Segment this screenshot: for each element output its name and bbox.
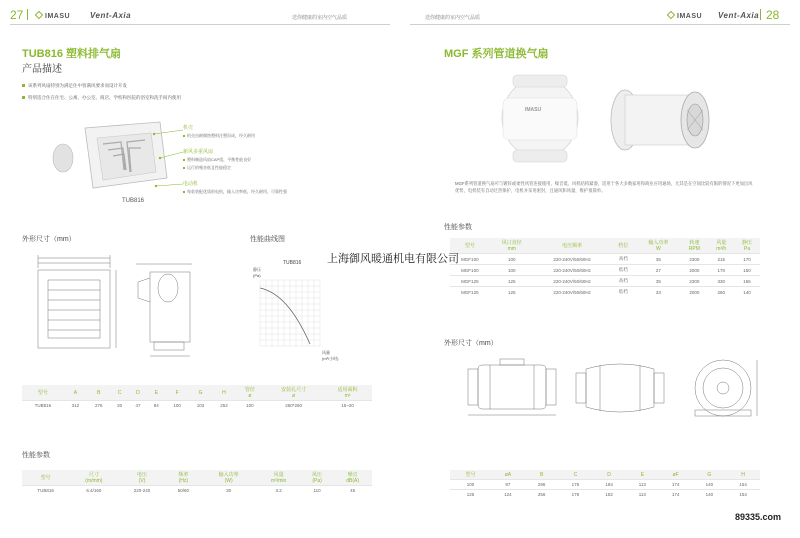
table-cell: 124 <box>491 490 525 500</box>
table-cell: 45 <box>333 486 372 496</box>
table-header-cell: 噪音 dB(A) <box>333 470 372 486</box>
table-cell: 47 <box>129 401 147 411</box>
table-cell: MGF100 <box>450 254 490 265</box>
annotation-heading: 电动机 <box>183 181 199 187</box>
table-header-cell: 型号 <box>450 470 491 480</box>
table-cell: 220-240 <box>118 486 165 496</box>
performance-table <box>22 470 372 495</box>
annotation-list <box>183 124 393 195</box>
table-header-cell: H <box>726 470 760 480</box>
table-header-cell: B <box>525 470 559 480</box>
divider <box>27 9 28 20</box>
slogan: 送你健康的室内空气品质 <box>292 15 348 21</box>
table-header-cell: B <box>87 385 110 401</box>
curve-x-label: 风量 (m³/小时) <box>322 350 339 361</box>
table-cell: 256 <box>525 490 559 500</box>
table-cell: 110 <box>301 486 333 496</box>
imasu-logo: IMASU <box>668 12 702 20</box>
curve-y-label: 静压 (Pa) <box>253 267 261 278</box>
annotation-text: 机壳由耐腐蚀塑料注塑而成，经久耐用 <box>183 133 393 139</box>
table-header-cell: D <box>592 470 626 480</box>
header-rule <box>410 24 790 25</box>
curve-heading: 性能曲线图 <box>250 236 285 243</box>
table-cell: 35 <box>636 276 680 287</box>
table-header-cell: A <box>64 385 87 401</box>
table-cell: 6.4/160 <box>69 486 118 496</box>
table-cell: 179 <box>559 480 593 490</box>
performance-heading: 性能参数 <box>22 452 50 459</box>
table-cell: 2000 <box>680 287 708 298</box>
table-cell: 20 <box>111 401 129 411</box>
table-header-cell: C <box>111 385 129 401</box>
table-header-cell: 适用面积 m² <box>323 385 372 401</box>
mgf-fan-open-image <box>605 75 715 160</box>
table-cell: 140 <box>734 287 760 298</box>
table-header-cell: H <box>212 385 235 401</box>
product-label: TUB816 <box>122 198 145 204</box>
page-title: TUB816 塑料排气扇 <box>22 48 122 60</box>
table-cell: 100 <box>490 254 534 265</box>
dimension-table <box>22 385 372 410</box>
site-watermark: 89335.com <box>735 512 782 522</box>
annotation-text: 每款装配优质的电机，输入功率低，经久耐用，可靠性强 <box>183 189 393 195</box>
table-header-cell: 静压 Pa <box>734 238 760 254</box>
table-cell: 2300 <box>680 254 708 265</box>
table-cell: 220-240V/50/60Hz <box>534 287 611 298</box>
table-cell: 179 <box>559 490 593 500</box>
bullet-item: 该系列风扇特别为满足住中客满风要求而设计开发 <box>22 83 127 89</box>
table-cell: 30 <box>201 486 256 496</box>
table-cell: 296 <box>525 480 559 490</box>
table-header-cell: 频率 (Hz) <box>166 470 201 486</box>
table-row <box>450 265 760 276</box>
table-cell: TUB816 <box>22 401 64 411</box>
table-cell: 174 <box>659 480 693 490</box>
table-header-cell: G <box>189 385 212 401</box>
table-cell: 97 <box>491 480 525 490</box>
dimension-table <box>450 470 760 499</box>
slogan: 送你健康的室内空气品质 <box>425 15 481 21</box>
side-view-drawing <box>130 258 200 368</box>
table-cell: 100 <box>236 401 264 411</box>
table-cell: 100 <box>490 265 534 276</box>
table-header-cell: øA <box>491 470 525 480</box>
table-cell: 低档 <box>610 265 636 276</box>
table-header-cell: 电压 (V) <box>118 470 165 486</box>
table-cell: 252 <box>212 401 235 411</box>
table-cell: 174 <box>659 490 693 500</box>
table-cell: 150 <box>734 265 760 276</box>
table-cell: 高档 <box>610 254 636 265</box>
table-cell: 140 <box>692 480 726 490</box>
table-cell: 182 <box>592 490 626 500</box>
table-cell: 312 <box>64 401 87 411</box>
right-page <box>400 0 800 538</box>
table-header-cell: 尺寸 (m/mm) <box>69 470 118 486</box>
mgf-fan-image <box>495 70 585 165</box>
table-cell: 84 <box>147 401 165 411</box>
table-header-cell: G <box>692 470 726 480</box>
divider <box>760 9 761 20</box>
table-header-cell: E <box>626 470 659 480</box>
fan-brand-label: IMASU <box>525 107 542 113</box>
annotation-heading: 机壳 <box>183 125 194 131</box>
table-cell: 50/60 <box>166 486 201 496</box>
table-cell: 220-240V/50/60Hz <box>534 265 611 276</box>
table-header-cell: 型号 <box>22 385 64 401</box>
ventaxia-logo: Vent-Axia <box>90 11 132 20</box>
table-cell: 113 <box>626 490 659 500</box>
table-cell: 3.2 <box>256 486 301 496</box>
table-cell: 276 <box>87 401 110 411</box>
table-cell: TUB816 <box>22 486 69 496</box>
dimensions-heading: 外形尺寸（mm） <box>444 340 498 347</box>
table-cell: 154 <box>726 480 760 490</box>
front-view-drawing <box>30 250 125 365</box>
table-row <box>450 276 760 287</box>
table-cell: 113 <box>626 480 659 490</box>
table-cell: 103 <box>189 401 212 411</box>
table-cell: 125 <box>450 490 491 500</box>
table-cell: MGF125 <box>450 276 490 287</box>
bullet-item: 特别适合住在住宅、公寓、办公室、商店、学校和医院的浴室和洗手间内使用 <box>22 95 181 101</box>
table-cell: 165 <box>734 276 760 287</box>
table-cell: 154 <box>726 490 760 500</box>
table-cell: 15~20 <box>323 401 372 411</box>
table-cell: 125 <box>490 287 534 298</box>
table-cell: 184 <box>592 480 626 490</box>
table-header-cell: E <box>147 385 165 401</box>
table-header-cell: 管径 ø <box>236 385 264 401</box>
table-cell: 低档 <box>610 287 636 298</box>
params-heading: 性能参数 <box>444 224 472 231</box>
table-cell: 2300 <box>680 276 708 287</box>
table-header-cell: F <box>165 385 188 401</box>
table-cell: 170 <box>708 265 734 276</box>
table-cell: 220-240V/50/60Hz <box>534 254 611 265</box>
table-cell: 125 <box>490 276 534 287</box>
table-header-cell: 电压频率 <box>534 238 611 254</box>
table-header-cell: C <box>559 470 593 480</box>
header-rule <box>10 24 390 25</box>
table-cell: 260*260 <box>264 401 323 411</box>
mgf-top-view-drawing <box>460 355 565 420</box>
page-number: 27 <box>10 8 24 22</box>
table-header-cell: 转速 RPM <box>680 238 708 254</box>
imasu-logo: IMASU <box>36 12 70 20</box>
dimensions-heading: 外形尺寸（mm） <box>22 236 76 243</box>
table-cell: 330 <box>708 276 734 287</box>
table-row <box>22 486 372 496</box>
table-cell: MGF100 <box>450 265 490 276</box>
mgf-front-view-drawing <box>685 352 765 422</box>
annotation-heading: 新风多重风扇 <box>183 149 214 155</box>
table-header-cell: 输入功率 (W) <box>201 470 256 486</box>
table-cell: 100 <box>450 480 491 490</box>
table-cell: 220-240V/50/60Hz <box>534 276 611 287</box>
page-title: MGF 系列管道换气扇 <box>444 48 549 60</box>
product-description: MGF系列管道换气扇可与镀锌或柔性风管连接使用，噪音低，风机结构紧凑，适用于各大多数家用和商业应用通场，尤其是在空间比较有限的情况下更加出风优势，电机装有自动过热保护，电机并采用密封，且通风和风量，维护很简单。 <box>455 181 753 193</box>
ventaxia-logo: Vent-Axia <box>718 11 760 20</box>
section-subtitle: 产品描述 <box>22 64 62 75</box>
table-header-cell: 风压 (Pa) <box>301 470 333 486</box>
table-cell: 33 <box>636 287 680 298</box>
table-row <box>450 490 760 500</box>
table-cell: 35 <box>636 254 680 265</box>
page-number: 28 <box>766 8 780 22</box>
table-row <box>22 401 372 411</box>
company-watermark: 上海御风暖通机电有限公司 <box>327 253 459 265</box>
table-cell: 2000 <box>680 265 708 276</box>
table-row <box>450 287 760 298</box>
table-header-cell: 风量 m³/h <box>708 238 734 254</box>
table-cell: 170 <box>734 254 760 265</box>
table-header-cell: 档位 <box>610 238 636 254</box>
table-row <box>450 254 760 265</box>
table-cell: 100 <box>165 401 188 411</box>
annotation-text: 塑料制造风扇CAP组，平衡性能良好 <box>183 157 393 163</box>
table-cell: 140 <box>692 490 726 500</box>
table-header-cell: 风量 m³/min <box>256 470 301 486</box>
leaf-icon <box>667 11 675 19</box>
table-cell: 260 <box>708 287 734 298</box>
table-cell: 27 <box>636 265 680 276</box>
performance-curve-chart <box>258 278 328 350</box>
curve-label: TUB816 <box>283 260 302 266</box>
mgf-side-view-drawing <box>570 355 670 420</box>
table-cell: 高档 <box>610 276 636 287</box>
table-header-cell: 输入功率 W <box>636 238 680 254</box>
annotation-text: 运行的噪音低且性能稳定 <box>183 165 393 171</box>
leaf-icon <box>35 11 43 19</box>
annotation-leader-lines <box>150 128 190 198</box>
table-row <box>450 480 760 490</box>
params-table <box>450 238 760 297</box>
table-header-cell: 型号 <box>22 470 69 486</box>
table-header-cell: D <box>129 385 147 401</box>
table-header-cell: 型号 <box>450 238 490 254</box>
table-cell: MGF125 <box>450 287 490 298</box>
table-header-cell: 安装孔尺寸 ø <box>264 385 323 401</box>
table-header-cell: øF <box>659 470 693 480</box>
table-cell: 215 <box>708 254 734 265</box>
table-header-cell: 风口直径 mm <box>490 238 534 254</box>
